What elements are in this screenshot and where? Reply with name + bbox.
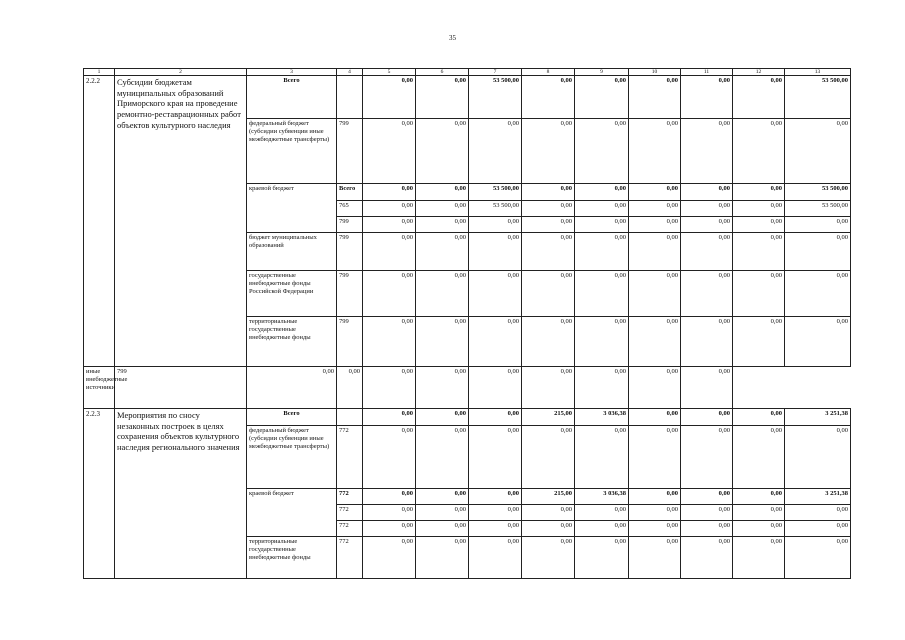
- code-cell: 799: [337, 233, 363, 271]
- value-cell: 0,00: [629, 367, 681, 409]
- code-cell: 772: [337, 426, 363, 489]
- value-cell: 0,00: [416, 537, 469, 579]
- value-cell: 0,00: [469, 409, 522, 426]
- value-cell: 0,00: [733, 521, 785, 537]
- value-cell: 0,00: [469, 317, 522, 367]
- value-cell: 53 500,00: [469, 76, 522, 119]
- value-cell: 3 251,38: [785, 409, 851, 426]
- code-cell: Всего: [337, 184, 363, 201]
- source-label: федеральный бюджет (субсидии субвенции иные межбюджетные трансферты): [247, 119, 337, 184]
- value-cell: 0,00: [416, 201, 469, 217]
- value-cell: 0,00: [629, 317, 681, 367]
- column-number: 9: [575, 69, 629, 76]
- value-cell: 0,00: [575, 426, 629, 489]
- value-cell: 0,00: [416, 76, 469, 119]
- value-cell: 0,00: [681, 217, 733, 233]
- value-cell: 0,00: [733, 317, 785, 367]
- column-number: 10: [629, 69, 681, 76]
- value-cell: 0,00: [363, 426, 416, 489]
- value-cell: 0,00: [363, 119, 416, 184]
- value-cell: 0,00: [522, 201, 575, 217]
- value-cell: 0,00: [363, 317, 416, 367]
- value-cell: 0,00: [575, 184, 629, 201]
- value-cell: 0,00: [785, 505, 851, 521]
- code-cell: 772: [337, 521, 363, 537]
- value-cell: 0,00: [629, 201, 681, 217]
- source-label: территориальные государственные внебюджетные фонды: [247, 537, 337, 579]
- code-cell: 799: [337, 217, 363, 233]
- value-cell: 215,00: [522, 489, 575, 505]
- value-cell: 0,00: [629, 505, 681, 521]
- value-cell: 0,00: [522, 119, 575, 184]
- value-cell: 0,00: [575, 317, 629, 367]
- source-label: краевой бюджет: [247, 489, 337, 537]
- code-cell: 772: [337, 537, 363, 579]
- value-cell: 0,00: [733, 201, 785, 217]
- value-cell: 3 251,38: [785, 489, 851, 505]
- table-row: [84, 76, 851, 119]
- value-cell: 0,00: [522, 367, 575, 409]
- value-cell: 0,00: [416, 521, 469, 537]
- value-cell: 0,00: [363, 537, 416, 579]
- section-number: 2.2.3: [84, 409, 115, 579]
- value-cell: 0,00: [337, 367, 363, 409]
- value-cell: 0,00: [522, 184, 575, 201]
- value-cell: 0,00: [416, 489, 469, 505]
- value-cell: 0,00: [733, 217, 785, 233]
- source-label: бюджет муниципальных образований: [247, 233, 337, 271]
- value-cell: 0,00: [575, 119, 629, 184]
- value-cell: 0,00: [733, 409, 785, 426]
- value-cell: 0,00: [785, 217, 851, 233]
- value-cell: 0,00: [629, 233, 681, 271]
- value-cell: 53 500,00: [469, 184, 522, 201]
- value-cell: 0,00: [733, 489, 785, 505]
- budget-table: [83, 68, 851, 579]
- value-cell: 0,00: [416, 317, 469, 367]
- value-cell: 0,00: [522, 271, 575, 317]
- value-cell: 0,00: [629, 409, 681, 426]
- value-cell: 0,00: [469, 489, 522, 505]
- value-cell: 0,00: [363, 217, 416, 233]
- value-cell: 0,00: [629, 271, 681, 317]
- value-cell: 0,00: [785, 537, 851, 579]
- table-row: [84, 409, 851, 426]
- value-cell: 0,00: [416, 271, 469, 317]
- value-cell: 0,00: [416, 505, 469, 521]
- value-cell: 0,00: [629, 489, 681, 505]
- value-cell: 0,00: [629, 119, 681, 184]
- code-cell: 772: [337, 489, 363, 505]
- column-number: 1: [84, 69, 115, 76]
- source-label: территориальные государственные внебюджетные фонды: [247, 317, 337, 367]
- source-label: иные внебюджетные источники: [84, 367, 115, 409]
- value-cell: 0,00: [681, 271, 733, 317]
- value-cell: 0,00: [785, 521, 851, 537]
- value-cell: 0,00: [733, 537, 785, 579]
- value-cell: 53 500,00: [785, 184, 851, 201]
- value-cell: 0,00: [681, 367, 733, 409]
- value-cell: 0,00: [629, 537, 681, 579]
- value-cell: 0,00: [575, 537, 629, 579]
- value-cell: 0,00: [629, 184, 681, 201]
- value-cell: 0,00: [416, 426, 469, 489]
- value-cell: 0,00: [469, 119, 522, 184]
- code-cell: 799: [337, 271, 363, 317]
- value-cell: 0,00: [416, 409, 469, 426]
- source-label: государственные внебюджетные фонды Российской Федерации: [247, 271, 337, 317]
- value-cell: 0,00: [416, 233, 469, 271]
- value-cell: 0,00: [522, 521, 575, 537]
- code-cell: 799: [115, 367, 247, 409]
- value-cell: 0,00: [363, 184, 416, 201]
- value-cell: 0,00: [733, 426, 785, 489]
- value-cell: 0,00: [629, 217, 681, 233]
- code-cell: [337, 409, 363, 426]
- value-cell: 0,00: [733, 271, 785, 317]
- value-cell: 0,00: [629, 426, 681, 489]
- code-cell: 799: [337, 317, 363, 367]
- column-number: 3: [247, 69, 337, 76]
- value-cell: 0,00: [363, 201, 416, 217]
- value-cell: 0,00: [469, 271, 522, 317]
- value-cell: 0,00: [681, 119, 733, 184]
- value-cell: 0,00: [469, 426, 522, 489]
- value-cell: 0,00: [363, 271, 416, 317]
- column-number: 5: [363, 69, 416, 76]
- value-cell: 0,00: [247, 367, 337, 409]
- value-cell: 0,00: [681, 489, 733, 505]
- value-cell: 0,00: [681, 317, 733, 367]
- value-cell: 0,00: [629, 521, 681, 537]
- column-number: 11: [681, 69, 733, 76]
- table-row: [84, 367, 851, 409]
- value-cell: 0,00: [681, 537, 733, 579]
- value-cell: 0,00: [363, 367, 416, 409]
- value-cell: 0,00: [681, 409, 733, 426]
- source-label: Всего: [247, 76, 337, 119]
- value-cell: 0,00: [363, 489, 416, 505]
- value-cell: 0,00: [469, 537, 522, 579]
- value-cell: 0,00: [469, 217, 522, 233]
- value-cell: 0,00: [575, 367, 629, 409]
- value-cell: 0,00: [522, 233, 575, 271]
- value-cell: 53 500,00: [469, 201, 522, 217]
- value-cell: 0,00: [575, 217, 629, 233]
- value-cell: 0,00: [575, 521, 629, 537]
- column-number: 13: [785, 69, 851, 76]
- column-number: 2: [115, 69, 247, 76]
- value-cell: 0,00: [469, 233, 522, 271]
- code-cell: 799: [337, 119, 363, 184]
- column-number: 8: [522, 69, 575, 76]
- value-cell: 0,00: [469, 521, 522, 537]
- column-number: 4: [337, 69, 363, 76]
- value-cell: 0,00: [363, 76, 416, 119]
- value-cell: 0,00: [575, 201, 629, 217]
- value-cell: 0,00: [575, 505, 629, 521]
- value-cell: 0,00: [522, 426, 575, 489]
- value-cell: 0,00: [363, 505, 416, 521]
- value-cell: 0,00: [681, 505, 733, 521]
- value-cell: 0,00: [681, 521, 733, 537]
- value-cell: 0,00: [575, 233, 629, 271]
- value-cell: 0,00: [785, 317, 851, 367]
- value-cell: 0,00: [575, 271, 629, 317]
- value-cell: 0,00: [785, 271, 851, 317]
- value-cell: 0,00: [785, 119, 851, 184]
- value-cell: 0,00: [733, 184, 785, 201]
- section-number: 2.2.2: [84, 76, 115, 367]
- source-label: краевой бюджет: [247, 184, 337, 233]
- source-label: федеральный бюджет (субсидии субвенции иные межбюджетные трансферты): [247, 426, 337, 489]
- value-cell: 0,00: [733, 505, 785, 521]
- value-cell: 0,00: [416, 184, 469, 201]
- section-title: Субсидии бюджетам муниципальных образований Приморского края на проведение ремонтно-реставрационных работ объектов культурного наследия: [115, 76, 247, 367]
- value-cell: 0,00: [733, 119, 785, 184]
- value-cell: 0,00: [575, 76, 629, 119]
- value-cell: 0,00: [681, 201, 733, 217]
- page-number: 35: [449, 34, 456, 42]
- value-cell: 0,00: [522, 217, 575, 233]
- value-cell: 0,00: [522, 505, 575, 521]
- value-cell: 0,00: [363, 409, 416, 426]
- value-cell: 0,00: [469, 367, 522, 409]
- value-cell: 0,00: [469, 505, 522, 521]
- header-row: [84, 69, 851, 76]
- column-number: 7: [469, 69, 522, 76]
- code-cell: 772: [337, 505, 363, 521]
- value-cell: 0,00: [416, 217, 469, 233]
- code-cell: [337, 76, 363, 119]
- value-cell: 0,00: [785, 426, 851, 489]
- value-cell: 0,00: [416, 367, 469, 409]
- code-cell: 765: [337, 201, 363, 217]
- value-cell: 0,00: [681, 426, 733, 489]
- value-cell: 0,00: [522, 76, 575, 119]
- value-cell: 53 500,00: [785, 76, 851, 119]
- value-cell: 0,00: [681, 233, 733, 271]
- value-cell: 0,00: [522, 537, 575, 579]
- value-cell: 0,00: [363, 521, 416, 537]
- source-label: Всего: [247, 409, 337, 426]
- value-cell: 53 500,00: [785, 201, 851, 217]
- value-cell: 215,00: [522, 409, 575, 426]
- section-title: Мероприятия по сносу незаконных построек в целях сохранения объектов культурного наследия регионального значения: [115, 409, 247, 579]
- value-cell: 3 036,38: [575, 489, 629, 505]
- value-cell: 0,00: [733, 233, 785, 271]
- value-cell: 0,00: [733, 76, 785, 119]
- value-cell: 0,00: [363, 233, 416, 271]
- value-cell: 0,00: [629, 76, 681, 119]
- value-cell: 3 036,38: [575, 409, 629, 426]
- value-cell: 0,00: [416, 119, 469, 184]
- value-cell: 0,00: [681, 184, 733, 201]
- value-cell: 0,00: [785, 233, 851, 271]
- value-cell: 0,00: [681, 76, 733, 119]
- column-number: 6: [416, 69, 469, 76]
- value-cell: 0,00: [522, 317, 575, 367]
- column-number: 12: [733, 69, 785, 76]
